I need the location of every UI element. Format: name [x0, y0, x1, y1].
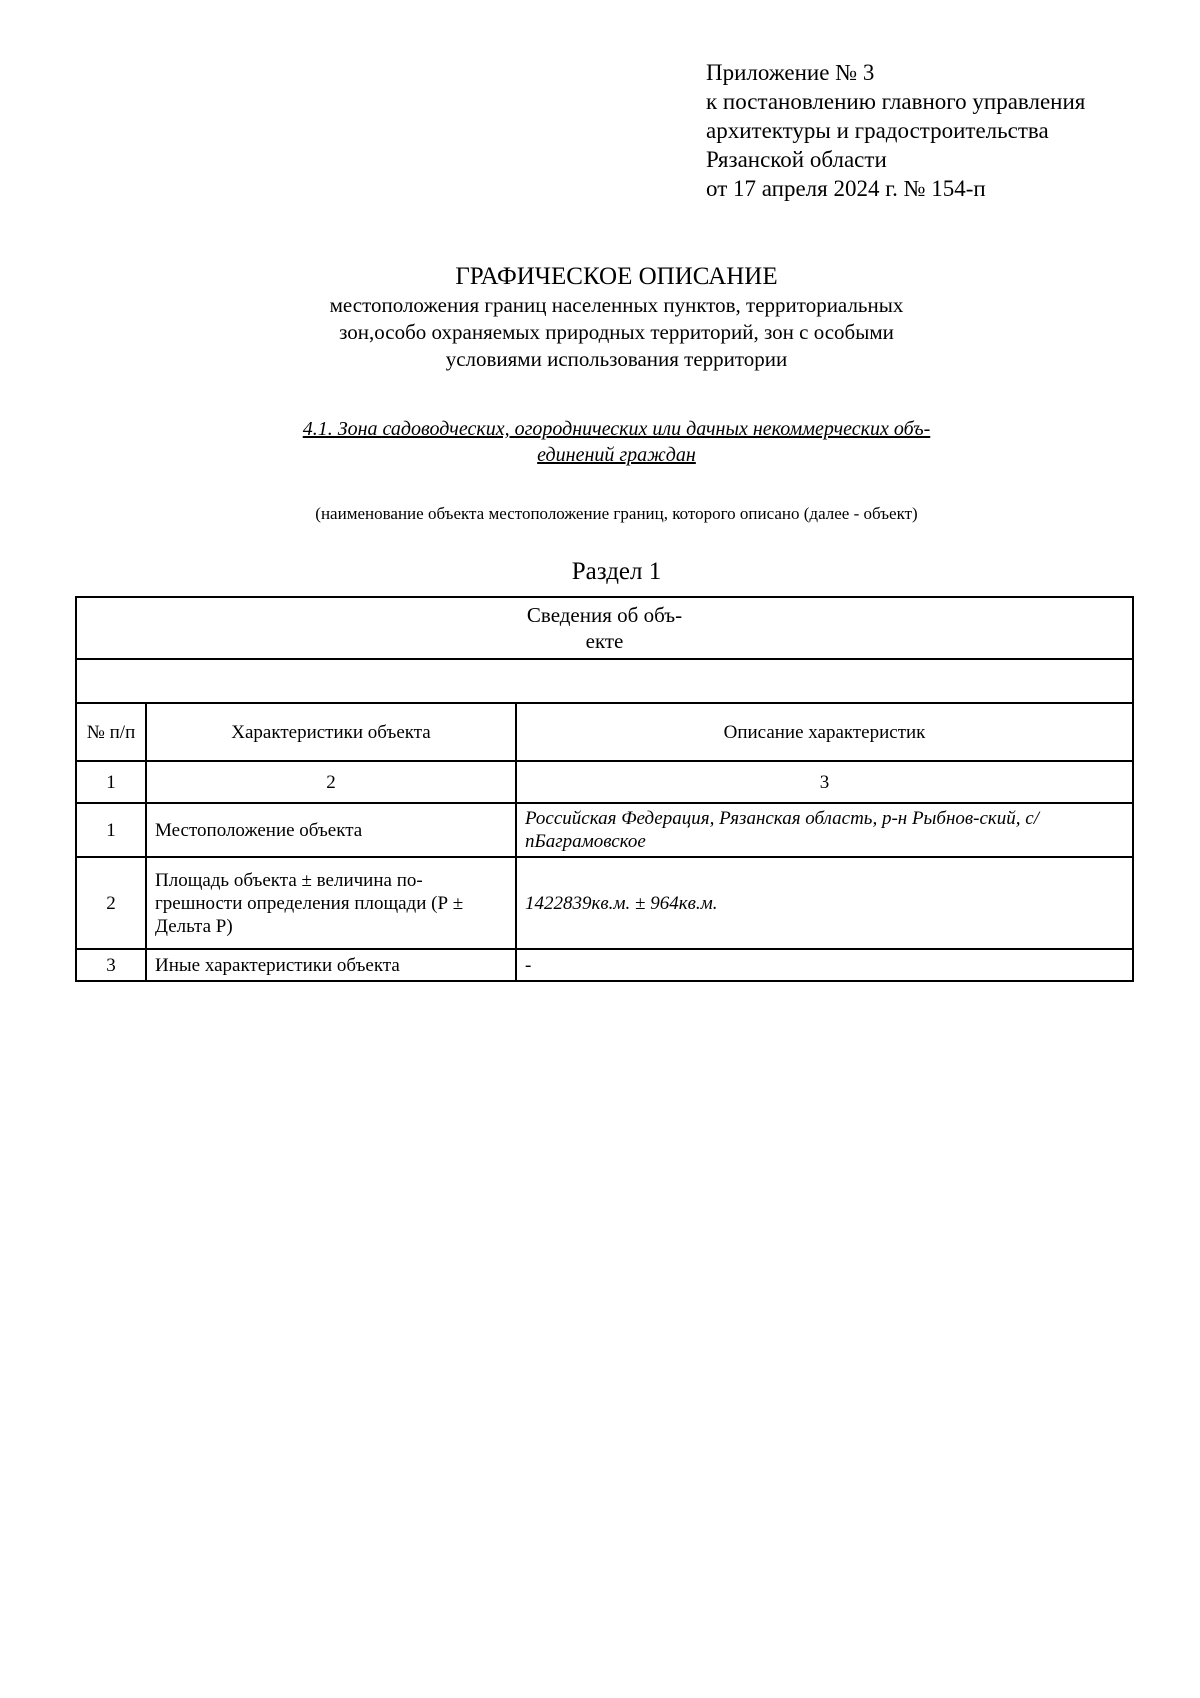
object-name-line: 4.1. Зона садоводческих, огороднических или дачных некоммерческих объ- [302, 418, 931, 440]
table-row [76, 857, 1133, 949]
empty-cell [76, 659, 1133, 703]
table-empty-row [76, 659, 1133, 703]
row-characteristic: Иные характеристики объекта [146, 949, 516, 981]
appendix-line: Рязанской области [706, 147, 887, 172]
row-description: Российская Федерация, Рязанская область, р-н Рыбнов-ский, с/пБаграмовское [516, 803, 1133, 857]
appendix-line: Приложение № 3 [706, 60, 875, 85]
header-characteristic: Характеристики объекта [146, 703, 516, 761]
object-caption: (наименование объекта местоположение границ, которого описано (далее - объект) [315, 504, 918, 523]
document-subtitle [0, 292, 1200, 373]
table-header-row [76, 703, 1133, 761]
row-characteristic: Площадь объекта ± величина по-грешности определения площади (Р ± Дельта Р) [146, 857, 516, 949]
section-title: Раздел 1 [571, 558, 662, 585]
object-info-table [75, 596, 1134, 982]
table-caption [76, 597, 1133, 659]
row-number: 3 [76, 949, 146, 981]
column-number: 2 [146, 761, 516, 803]
row-number: 2 [76, 857, 146, 949]
table-row [76, 803, 1133, 857]
document-title: ГРАФИЧЕСКОЕ ОПИСАНИЕ [455, 263, 778, 290]
appendix-line: к постановлению главного управления [706, 89, 1086, 114]
row-description: - [516, 949, 1133, 981]
table-caption-line: екте [585, 629, 624, 653]
row-description: 1422839кв.м. ± 964кв.м. [516, 857, 1133, 949]
column-number: 3 [516, 761, 1133, 803]
subtitle-line: зон,особо охраняемых природных территорий, зон с особыми [339, 320, 894, 344]
table-column-numbers-row [76, 761, 1133, 803]
table-row [76, 949, 1133, 981]
object-name [0, 416, 1200, 468]
subtitle-line: условиями использования территории [445, 347, 788, 371]
subtitle-line: местоположения границ населенных пунктов, территориальных [329, 293, 904, 317]
appendix-header [706, 58, 1085, 203]
header-num: № п/п [76, 703, 146, 761]
header-description: Описание характеристик [516, 703, 1133, 761]
column-number: 1 [76, 761, 146, 803]
row-number: 1 [76, 803, 146, 857]
row-characteristic: Местоположение объекта [146, 803, 516, 857]
appendix-line: архитектуры и градостроительства [706, 118, 1049, 143]
appendix-line: от 17 апреля 2024 г. № 154-п [706, 176, 986, 201]
object-name-line: единений граждан [537, 444, 696, 466]
table-caption-line: Сведения об объ- [526, 603, 683, 627]
